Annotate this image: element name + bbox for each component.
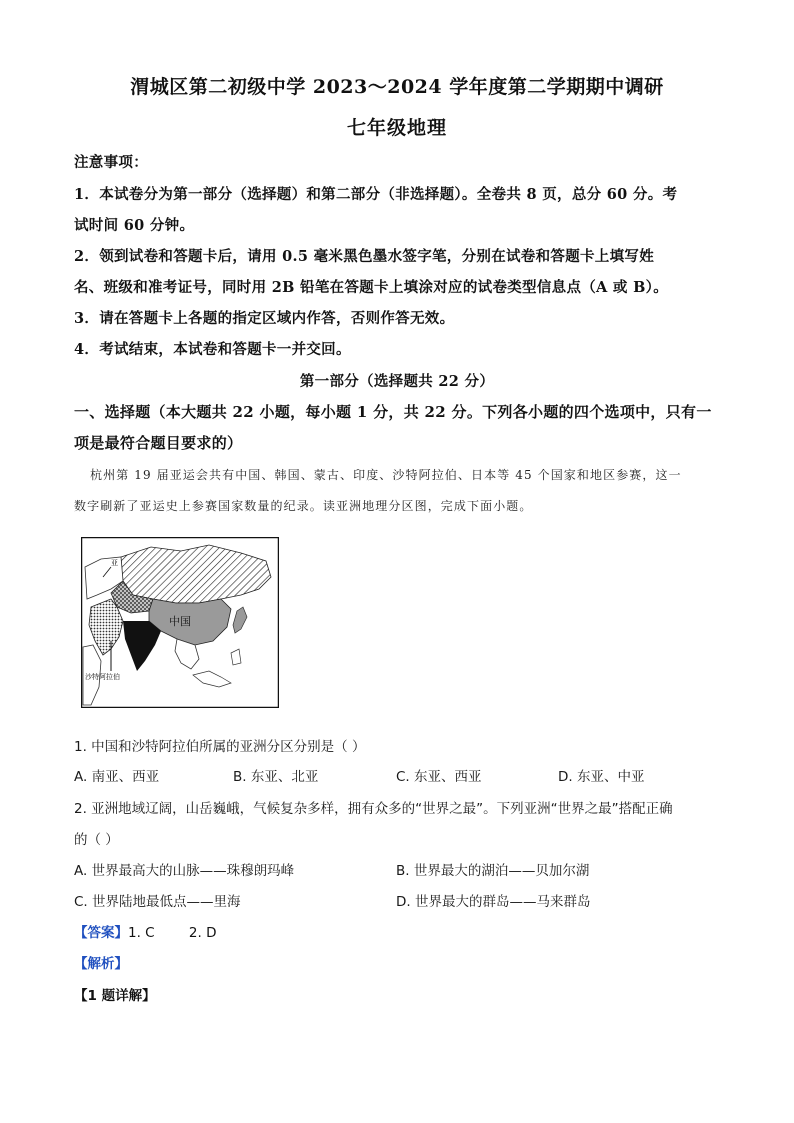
detail-line: 【1 题详解】	[74, 988, 156, 1004]
notice-line: 1．本试卷分为第一部分（选择题）和第二部分（非选择题）。全卷共 8 页，总分 60 分。考	[74, 186, 678, 203]
map-label-region: 亚	[111, 559, 118, 567]
answer-text: 1. C 2. D	[128, 925, 217, 941]
notice-line: 名、班级和准考证号，同时用 2B 铅笔在答题卡上填涂对应的试卷类型信息点（A 或 B）。	[74, 279, 668, 296]
notice-line: 试时间 60 分钟。	[74, 217, 195, 234]
section-line: 一、选择题（本大题共 22 小题，每小题 1 分，共 22 分。下列各小题的四个选项中，只有一	[74, 403, 712, 421]
q2-option-d: D. 世界最大的群岛——马来群岛	[396, 894, 591, 910]
q1-option-d: D. 东亚、中亚	[558, 769, 645, 785]
q2-option-a: A. 世界最高大的山脉——珠穆朗玛峰	[74, 863, 295, 879]
exam-title: 渭城区第二初级中学 2023～2024 学年度第二学期期中调研	[130, 76, 664, 98]
q2-option-c: C. 世界陆地最低点——里海	[74, 894, 241, 910]
intro-line: 数字刷新了亚运史上参赛国家数量的纪录。读亚洲地理分区图，完成下面小题。	[74, 499, 533, 513]
question-1-stem: 1. 中国和沙特阿拉伯所属的亚洲分区分别是（ ）	[74, 739, 366, 755]
asia-region-map	[81, 537, 279, 708]
notice-line: 4．考试结束，本试卷和答题卡一并交回。	[74, 341, 351, 358]
answer-tag: 【答案】	[74, 925, 128, 941]
q1-option-a: A. 南亚、西亚	[74, 769, 160, 785]
q1-option-b: B. 东亚、北亚	[233, 769, 319, 785]
q1-option-c: C. 东亚、西亚	[396, 769, 482, 785]
analysis-line	[74, 952, 128, 972]
notice-line: 3．请在答题卡上各题的指定区域内作答，否则作答无效。	[74, 310, 455, 327]
notice-heading: 注意事项：	[74, 154, 148, 171]
intro-line: 杭州第 19 届亚运会共有中国、韩国、蒙古、印度、沙特阿拉伯、日本等 45 个国家和地区参赛，这一	[90, 468, 682, 482]
q2-option-b: B. 世界最大的湖泊——贝加尔湖	[396, 863, 590, 879]
map-label-china: 中国	[169, 615, 191, 628]
notice-line: 2．领到试卷和答题卡后，请用 0.5 毫米黑色墨水签字笔，分别在试卷和答题卡上填写姓	[74, 248, 655, 265]
answer-line	[74, 921, 217, 941]
analysis-tag: 【解析】	[74, 956, 128, 972]
map-label-saudi: 沙特阿拉伯	[85, 673, 120, 681]
question-2-stem: 的（ ）	[74, 832, 119, 848]
exam-subtitle: 七年级地理	[346, 117, 447, 139]
part1-heading: 第一部分（选择题共 22 分）	[299, 373, 495, 390]
question-2-stem: 2. 亚洲地域辽阔，山岳巍峨，气候复杂多样，拥有众多的“世界之最”。下列亚洲“世界之最”搭配正确	[74, 801, 673, 817]
section-line: 项是最符合题目要求的）	[74, 434, 243, 452]
